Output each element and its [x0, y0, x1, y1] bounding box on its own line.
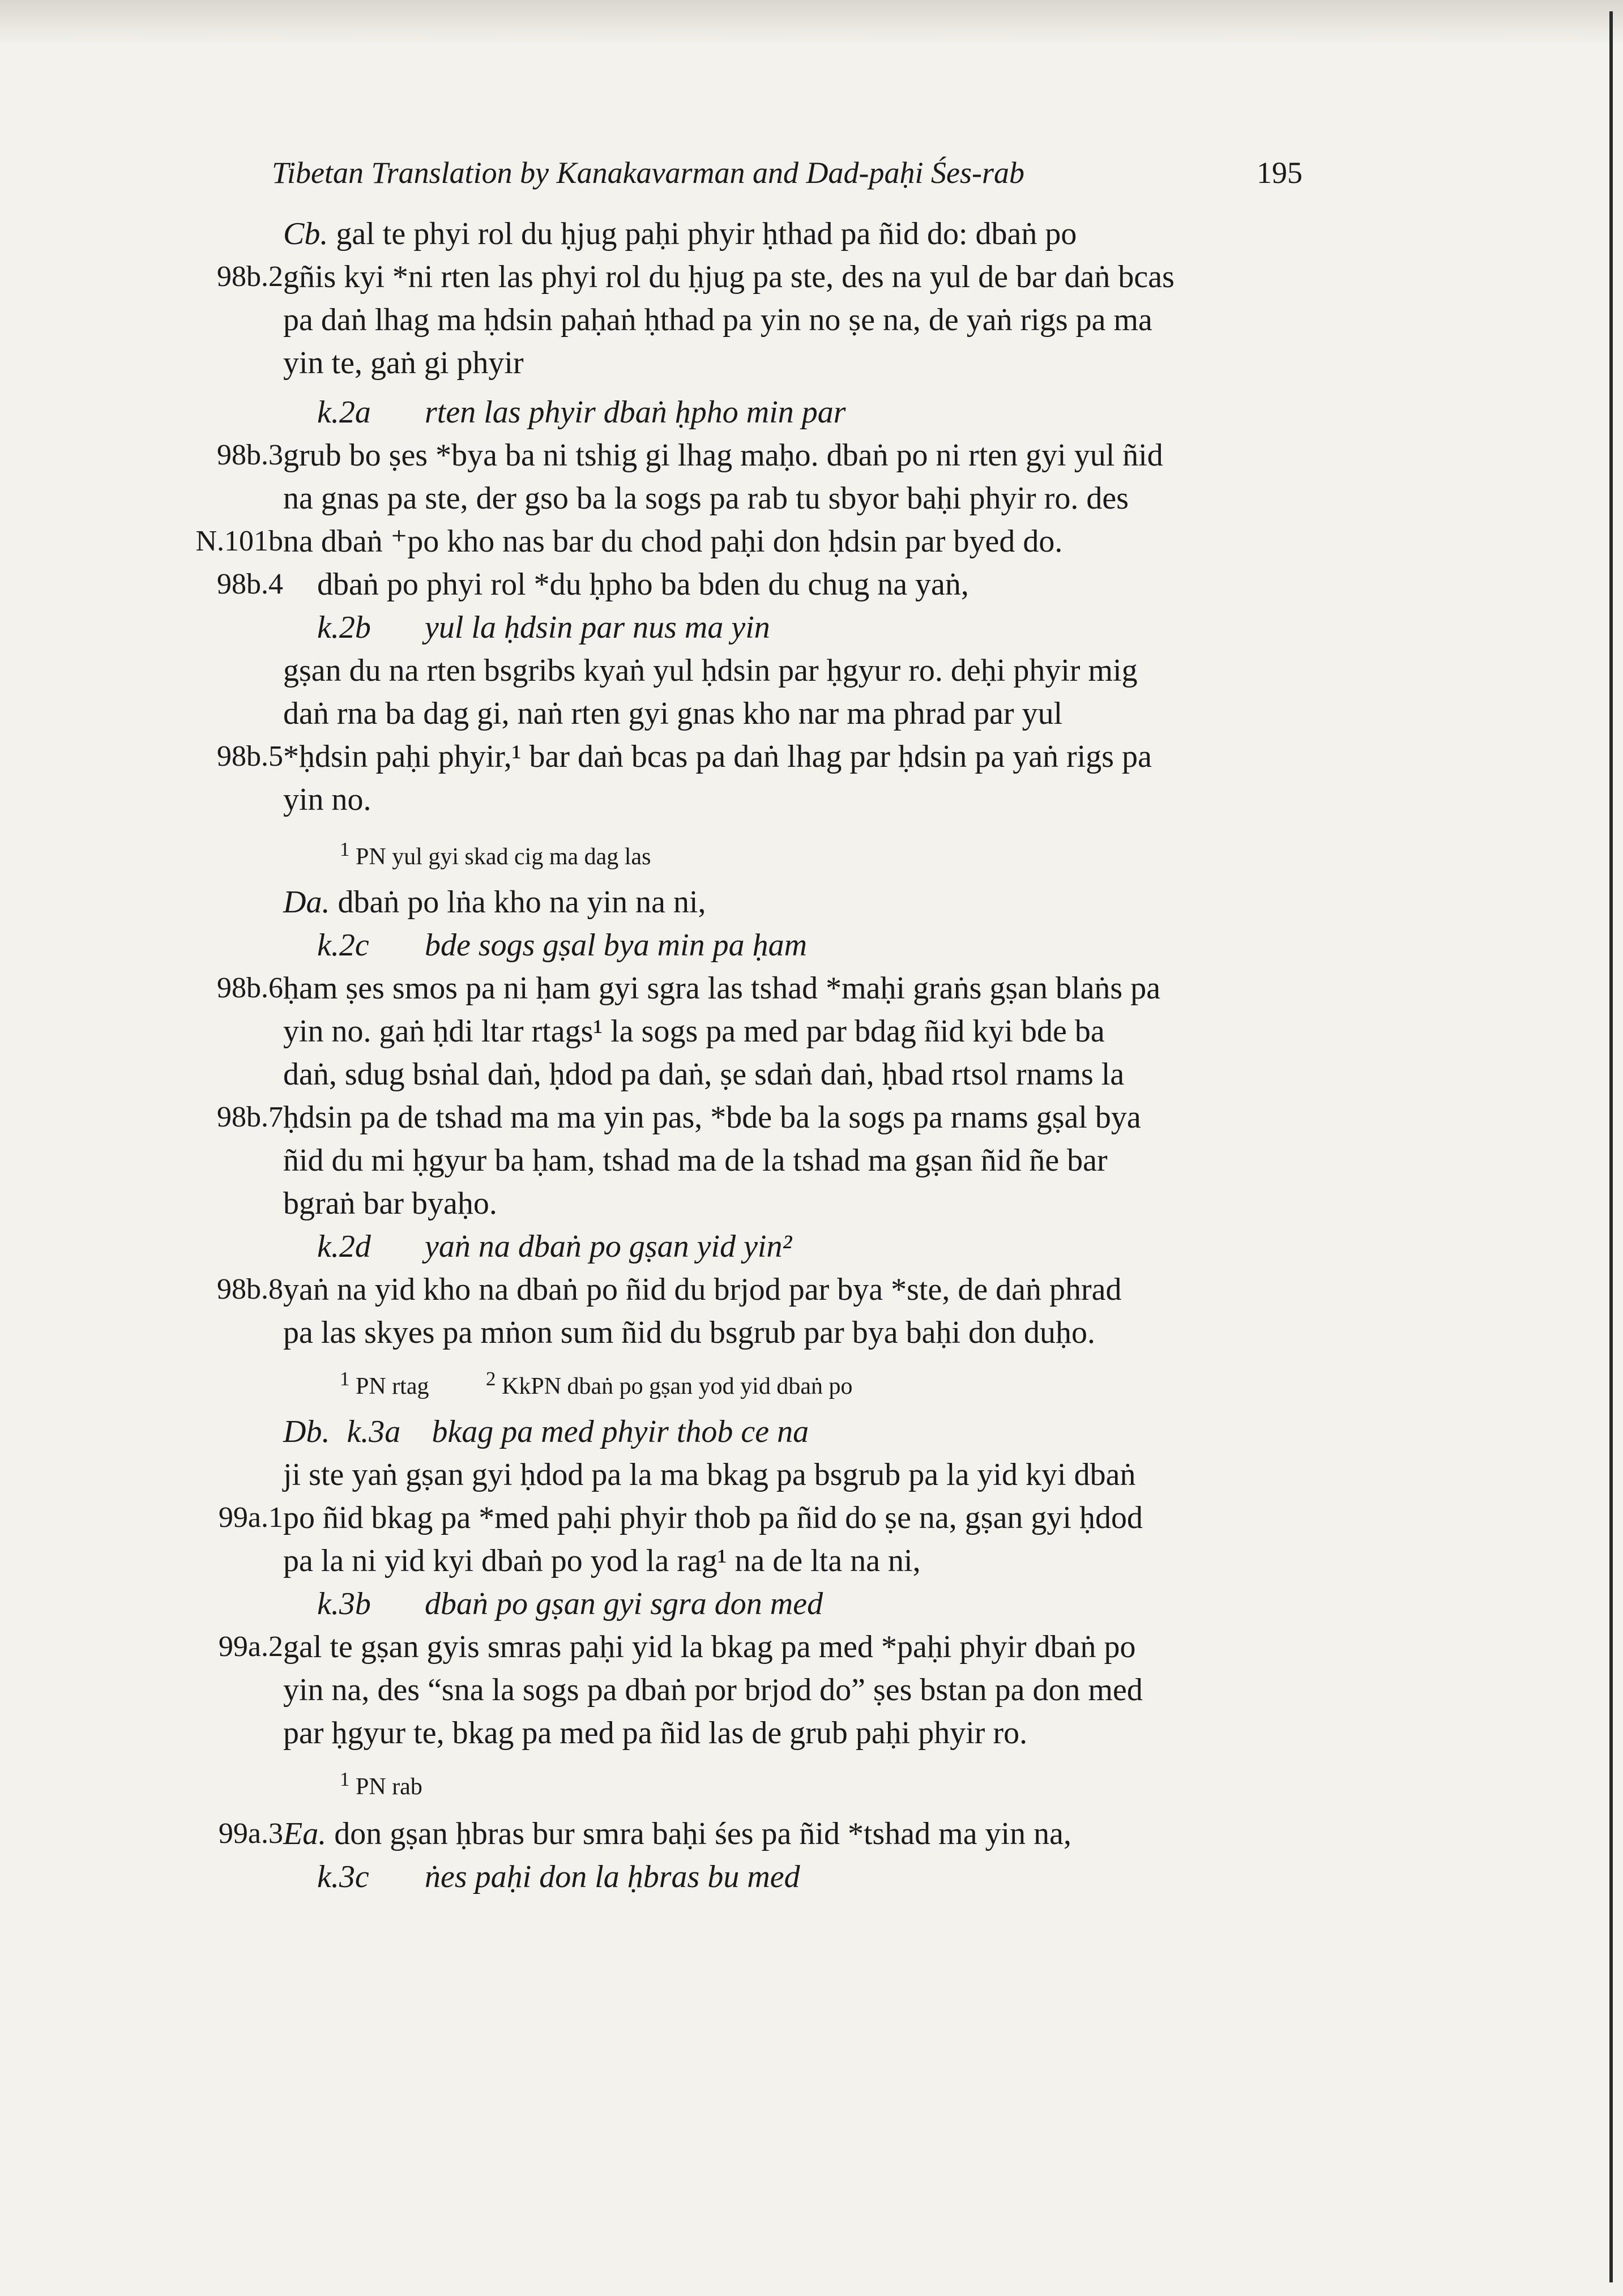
text-line	[0, 1010, 1623, 1053]
text-line	[0, 477, 1623, 520]
margin-ref: 98b.4	[217, 568, 283, 600]
text-line	[0, 1496, 1623, 1539]
line-text: dbaṅ po phyi rol *du ḥpho ba bden du chug na yaṅ,	[317, 567, 969, 602]
verse-line	[0, 1582, 1623, 1625]
margin-ref: 98b.6	[217, 972, 283, 1004]
margin-ref: 98b.3	[217, 439, 283, 471]
verse-label: k.2d	[317, 1229, 371, 1264]
text-line	[0, 649, 1623, 692]
line-text: gal te gṣan gyis smras paḥi yid la bkag pa med *paḥi phyir dbaṅ po	[283, 1629, 1136, 1665]
text-line	[0, 1539, 1623, 1582]
line-text: bgraṅ bar byaḥo.	[283, 1186, 497, 1221]
text-line	[0, 520, 1623, 563]
running-title: Tibetan Translation by Kanakavarman and Dad-paḥi Śes-rab	[272, 156, 1025, 190]
verse-text: rten las phyir dbaṅ ḥpho min par	[425, 395, 846, 430]
verse-text: dbaṅ po gṣan gyi sgra don med	[425, 1586, 823, 1621]
footnote-text: PN rtag	[356, 1373, 429, 1399]
text-line	[0, 212, 1623, 255]
verse-line	[0, 391, 1623, 434]
text-line	[0, 1096, 1623, 1139]
scan-top-shadow	[0, 0, 1623, 45]
line-text: yin no.	[283, 782, 371, 817]
margin-ref: 98b.2	[217, 261, 283, 293]
text-line	[0, 1053, 1623, 1096]
line-text: na dbaṅ ⁺po kho nas bar du chod paḥi don ḥdsin par byed do.	[283, 524, 1063, 559]
text-line	[0, 692, 1623, 735]
footnote-text: PN rab	[356, 1774, 422, 1800]
line-text: ji ste yaṅ gṣan gyi ḥdod pa la ma bkag pa bsgrub pa la yid kyi dbaṅ	[283, 1457, 1136, 1492]
verse-line	[0, 1225, 1623, 1268]
margin-ref: 98b.8	[217, 1273, 283, 1305]
section-label: Db.	[283, 1414, 330, 1449]
margin-ref: N.101b	[195, 525, 283, 557]
footnote	[340, 1362, 852, 1403]
text-line	[0, 1812, 1623, 1855]
line-text: don gṣan ḥbras bur smra baḥi śes pa ñid *tshad ma yin na,	[326, 1816, 1071, 1851]
line-text: ñid du mi ḥgyur ba ḥam, tshad ma de la tshad ma gṣan ñid ñe bar	[283, 1143, 1108, 1178]
line-text: par ḥgyur te, bkag pa med pa ñid las de grub paḥi phyir ro.	[283, 1715, 1028, 1751]
text-line	[0, 434, 1623, 477]
margin-ref: 98b.5	[217, 740, 283, 773]
text-line	[0, 298, 1623, 342]
line-text: po ñid bkag pa *med paḥi phyir thob pa ñid do ṣe na, gṣan gyi ḥdod	[283, 1500, 1143, 1535]
verse-text: yul la ḥdsin par nus ma yin	[425, 610, 770, 645]
section-label: Da.	[283, 885, 330, 920]
line-text: grub bo ṣes *bya ba ni tshig gi lhag maḥo. dbaṅ po ni rten gyi yul ñid	[283, 438, 1163, 473]
line-text: na gnas pa ste, der gso ba la sogs pa rab tu sbyor baḥi phyir ro. des	[283, 481, 1129, 516]
verse-label: k.2c	[317, 928, 369, 963]
line-text: daṅ rna ba dag gi, naṅ rten gyi gnas kho nar ma phrad par yul	[283, 696, 1063, 731]
text-line	[0, 1625, 1623, 1668]
text-line	[0, 342, 1623, 385]
text-line	[0, 1182, 1623, 1225]
footnote-number: 1	[340, 1368, 350, 1390]
verse-label: k.3c	[317, 1859, 369, 1894]
verse-label: k.3a	[347, 1414, 401, 1449]
line-text: yin no. gaṅ ḥdi ltar rtags¹ la sogs pa med par bdag ñid kyi bde ba	[283, 1014, 1105, 1049]
verse-label: k.2b	[317, 610, 371, 645]
line-text: pa la ni yid kyi dbaṅ po yod la rag¹ na de lta na ni,	[283, 1543, 921, 1578]
verse-line	[0, 924, 1623, 967]
verse-line	[0, 606, 1623, 649]
line-text: *ḥdsin paḥi phyir,¹ bar daṅ bcas pa daṅ lhag par ḥdsin pa yaṅ rigs pa	[283, 739, 1152, 774]
line-text: yin te, gaṅ gi phyir	[283, 345, 524, 381]
text-line	[0, 881, 1623, 924]
text-line	[0, 735, 1623, 778]
margin-ref: 98b.7	[217, 1101, 283, 1133]
text-line	[0, 967, 1623, 1010]
line-text: pa las skyes pa mṅon sum ñid du bsgrub par bya baḥi don duḥo.	[283, 1315, 1096, 1350]
page-number: 195	[1257, 156, 1302, 190]
text-line	[0, 1453, 1623, 1496]
verse-text: bkag pa med phyir thob ce na	[432, 1414, 809, 1449]
verse-label: k.2a	[317, 395, 371, 430]
line-text: yaṅ na yid kho na dbaṅ po ñid du brjod par bya *ste, de daṅ phrad	[283, 1272, 1122, 1307]
margin-ref: 99a.1	[218, 1501, 283, 1534]
footnote	[340, 1762, 422, 1804]
footnote-text: PN yul gyi skad cig ma dag las	[356, 844, 651, 870]
verse-text: bde sogs gṣal bya min pa ḥam	[425, 928, 808, 963]
line-text: ḥdsin pa de tshad ma ma yin pas, *bde ba la sogs pa rnams gṣal bya	[283, 1100, 1141, 1135]
line-text: ḥam ṣes smos pa ni ḥam gyi sgra las tshad *maḥi graṅs gṣan blaṅs pa	[283, 971, 1161, 1006]
text-line	[0, 1268, 1623, 1311]
footnote-number: 1	[340, 1768, 350, 1790]
running-header	[272, 150, 1302, 195]
text-line	[0, 1410, 1623, 1453]
text-line	[0, 1668, 1623, 1712]
section-label: Cb.	[283, 216, 328, 251]
footnote-number: 1	[340, 838, 350, 860]
verse-text: yaṅ na dbaṅ po gṣan yid yin²	[425, 1229, 792, 1264]
text-line	[0, 778, 1623, 821]
margin-ref: 99a.3	[218, 1817, 283, 1850]
line-text: yin na, des “sna la sogs pa dbaṅ por brjod do” ṣes bstan pa don med	[283, 1672, 1143, 1708]
line-text: dbaṅ po lṅa kho na yin na ni,	[330, 885, 706, 920]
line-text: gal te phyi rol du ḥjug paḥi phyir ḥthad pa ñid do: dbaṅ po	[328, 216, 1077, 251]
text-line	[0, 563, 1623, 606]
text-line	[0, 1311, 1623, 1354]
line-text: pa daṅ lhag ma ḥdsin paḥaṅ ḥthad pa yin no ṣe na, de yaṅ rigs pa ma	[283, 302, 1152, 338]
verse-text: ṅes paḥi don la ḥbras bu med	[425, 1859, 800, 1894]
margin-ref: 99a.2	[218, 1631, 283, 1663]
line-text: daṅ, sdug bsṅal daṅ, ḥdod pa daṅ, ṣe sdaṅ daṅ, ḥbad rtsol rnams la	[283, 1057, 1125, 1092]
footnote-text: KkPN dbaṅ po gṣan yod yid dbaṅ po	[502, 1373, 853, 1399]
line-text: gṣan du na rten bsgribs kyaṅ yul ḥdsin par ḥgyur ro. deḥi phyir mig	[283, 653, 1138, 688]
section-label: Ea.	[283, 1816, 327, 1851]
verse-label: k.3b	[317, 1586, 371, 1621]
verse-line	[0, 1855, 1623, 1898]
footnote-number: 2	[486, 1368, 496, 1390]
footnote	[340, 833, 651, 874]
text-line	[0, 1712, 1623, 1755]
text-line	[0, 255, 1623, 298]
line-text: gñis kyi *ni rten las phyi rol du ḥjug pa ste, des na yul de bar daṅ bcas	[283, 259, 1174, 295]
text-line	[0, 1139, 1623, 1182]
